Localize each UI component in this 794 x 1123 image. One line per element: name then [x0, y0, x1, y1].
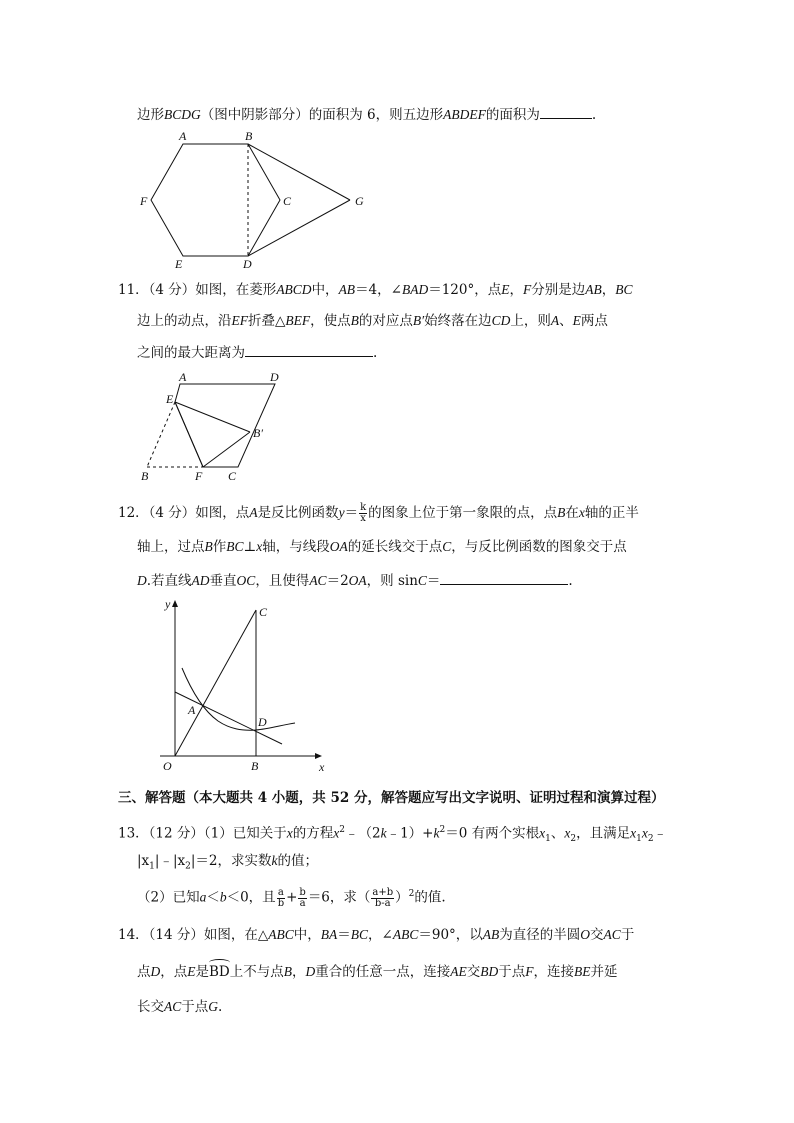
- label-a: A: [179, 370, 187, 384]
- label-a: A: [188, 703, 196, 717]
- answer-blank[interactable]: [540, 104, 592, 119]
- label-d: D: [243, 257, 252, 271]
- label-b-prime: B′: [253, 426, 263, 440]
- q14-line-2: 点D，点E是BD上不与点B，D重合的任意一点，连接AE交BD于点F，连接BE并延: [137, 964, 618, 980]
- label-g: G: [355, 194, 364, 208]
- label-c: C: [259, 605, 268, 619]
- label-e: E: [166, 392, 174, 406]
- q10-hexagon-figure: [135, 128, 385, 273]
- fraction-b-over-a: $\frac{b}{a}$: [299, 886, 306, 909]
- label-d: D: [258, 715, 267, 729]
- q11-line-2: 边上的动点，沿EF折叠△BEF，使点B的对应点B′始终落在边CD上，则A、E两点: [137, 313, 608, 329]
- section-heading: 三、解答题（本大题共 4 小题，共 52 分，解答题应写出文字说明、证明过程和演算过程）: [118, 790, 665, 806]
- hyperbola-curve: [182, 668, 295, 730]
- arc-bd: BD: [209, 964, 230, 980]
- q11-line-1: 11．（4 分）如图，在菱形ABCD中，AB＝4，∠BAD＝120°，点E，F分别是边AB，BC: [118, 282, 633, 298]
- q13-line-3: （2）已知a＜b＜0，且 $\frac{a}{b}$ + $\frac{b}{a}$ ＝6，求（ $\frac{a+b}{b-a}$ ）$^2$的值.: [137, 886, 446, 909]
- label-c: C: [228, 469, 237, 483]
- line-oc: [175, 610, 256, 756]
- q14-line-1: 14．（14 分）如图，在△ABC中，BA＝BC，∠ABC＝90°，以AB为直径的半圆O交AC于: [118, 927, 635, 943]
- label-o: O: [163, 759, 172, 773]
- q13-line-1: 13．（12 分）（1）已知关于x的方程$x^2﹣(2k﹣1)+k^2=0$ 有两个实根$x_1$、$x_2$，且满足$x_1x_2﹣$: [118, 825, 668, 845]
- q14-line-3: 长交AC于点G.: [137, 999, 223, 1015]
- label-c: C: [283, 194, 292, 208]
- q12-line-1: 12．（4 分）如图，点A是反比例函数y＝ $\frac{k}{x}$ 的图象上位于第一象限的点，点B在x轴的正半: [118, 502, 639, 524]
- q12-line-3: D.若直线AD垂直OC，且使得AC＝2OA，则 sinC＝ .: [137, 570, 573, 591]
- q13-line-2: $|x_1|﹣|x_2|=2$，求实数k的值；: [137, 853, 318, 872]
- q12-line-2: 轴上，过点B作BC⊥x轴，与线段OA的延长线交于点C，与反比例函数的图象交于点: [137, 539, 627, 555]
- label-x: x: [319, 760, 325, 774]
- hexagon-shape: [151, 144, 280, 256]
- label-b: B: [251, 759, 259, 773]
- label-f: F: [140, 194, 148, 208]
- answer-blank[interactable]: [245, 342, 373, 357]
- label-d: D: [270, 370, 279, 384]
- label-a: A: [179, 129, 187, 143]
- q11-line-3: 之间的最大距离为 .: [137, 342, 377, 363]
- q10-text-line: 边形BCDG（图中阴影部分）的面积为 6，则五边形ABDEF的面积为 .: [137, 104, 596, 125]
- dashed-eb: [147, 402, 175, 467]
- fraction-sum-over-diff: $\frac{a+b}{b-a}$: [372, 886, 394, 909]
- label-f: F: [195, 469, 203, 483]
- label-b: B: [141, 469, 149, 483]
- fraction-a-over-b: $\frac{a}{b}$: [277, 886, 285, 909]
- label-y: y: [165, 597, 171, 611]
- label-b: B: [245, 129, 253, 143]
- answer-blank[interactable]: [440, 570, 568, 585]
- label-e: E: [175, 257, 183, 271]
- q12-coordinate-figure: [150, 596, 340, 781]
- fraction-k-over-x: $\frac{k}{x}$: [360, 502, 367, 524]
- q11-rhombus-figure: [135, 372, 295, 487]
